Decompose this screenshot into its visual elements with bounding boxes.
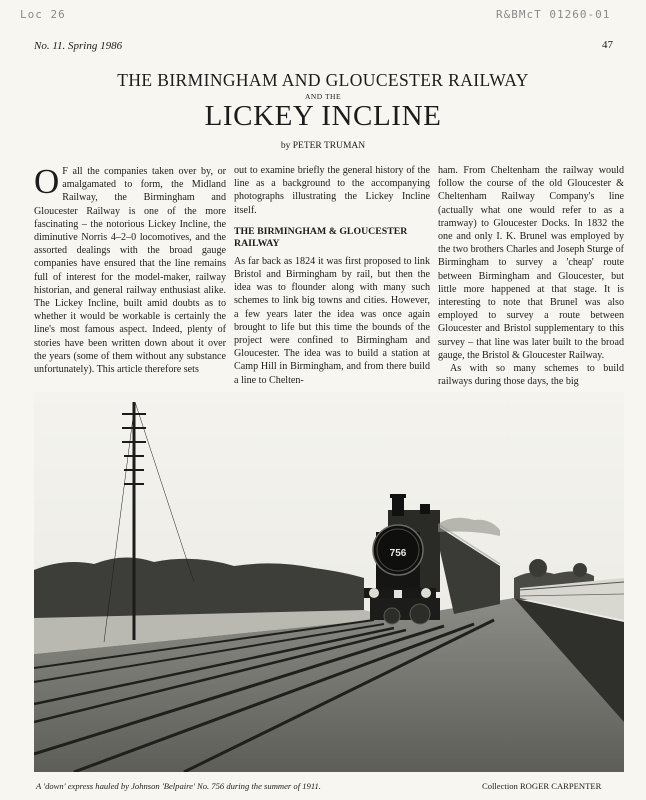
- page-number: 47: [602, 39, 613, 51]
- photo-credit: Collection ROGER CARPENTER: [482, 781, 602, 791]
- handwritten-reference-note: R&BMcT 01260-01: [496, 8, 611, 21]
- locomotive-photo: [34, 392, 624, 772]
- intro-continuation: out to examine briefly the general history of the line as a background to the accompanying photographs illustrating the Lickey Incline itself.: [234, 165, 430, 216]
- section-heading: THE BIRMINGHAM & GLOUCESTER RAILWAY: [234, 225, 408, 249]
- handwritten-location-note: Loc 26: [20, 8, 66, 21]
- text-column-2: [234, 164, 430, 387]
- text-column-1: [34, 162, 226, 376]
- issue-label: No. 11. Spring 1986: [34, 40, 123, 52]
- history-paragraph-2: As with so many schemes to build railways during those days, the big: [438, 363, 624, 388]
- intro-paragraph: [34, 162, 226, 376]
- article-title-connector: AND THE: [304, 92, 342, 101]
- photo-caption: A 'down' express hauled by Johnson 'Belpaire' No. 756 during the summer of 1911.: [36, 781, 321, 791]
- intro-text: F all the companies taken over by, or amalgamated to form, the Midland Railway, the Birmingham and Gloucester Railway is one of the more fascinating – the notorious Lickey Incline, the diminutive Norris 4–2–0 locomotives, and the assorted dealings with the broad gauge companies have ensured that the line remains full of interest for the model-maker, railway historian, and general railway enthusiast alike. The Lickey Incline, built amid doubts as to whether it would be workable is certainly the line's most famous aspect. Indeed, plenty of stories have been written down about it over the years (some of them without any substance unfortunately). This article therefore sets: [34, 166, 226, 376]
- article-title: THE BIRMINGHAM AND GLOUCESTER RAILWAY: [117, 70, 529, 90]
- drop-cap: O: [34, 162, 60, 201]
- history-paragraph: As far back as 1824 it was first proposed to link Bristol and Birmingham by rail, but then the idea was to flounder along with many such schemes to link big towns and cities. However, a few years later the idea was once again brought to life but this time the bounds of the project were confined to Birmingham and Gloucester. The idea was to build a station at Camp Hill in Birmingham, and from there build a line to Chelten-: [234, 255, 430, 386]
- byline: by PETER TRUMAN: [280, 141, 366, 151]
- history-continuation: ham. From Cheltenham the railway would follow the course of the old Gloucester & Cheltenham Railway Company's line (actually what one would refer to as a tramway) to Gloucester Docks. In 1832 the one and only I. K. Brunel was employed by the two brothers Charles and Joseph Sturge of Birmingham to survey a 'cheap' route between Birmingham and Gloucester, but little more happened at that stage. It is interesting to note that Brunel was also employed to survey a route between Gloucester and Bristol supplementary to this survey – that line was later built to the broad gauge, the Bristol & Gloucester Railway.: [438, 165, 624, 361]
- smokebox-number: 756: [389, 548, 407, 559]
- text-column-3: [438, 164, 624, 388]
- article-subtitle: LICKEY INCLINE: [204, 100, 442, 132]
